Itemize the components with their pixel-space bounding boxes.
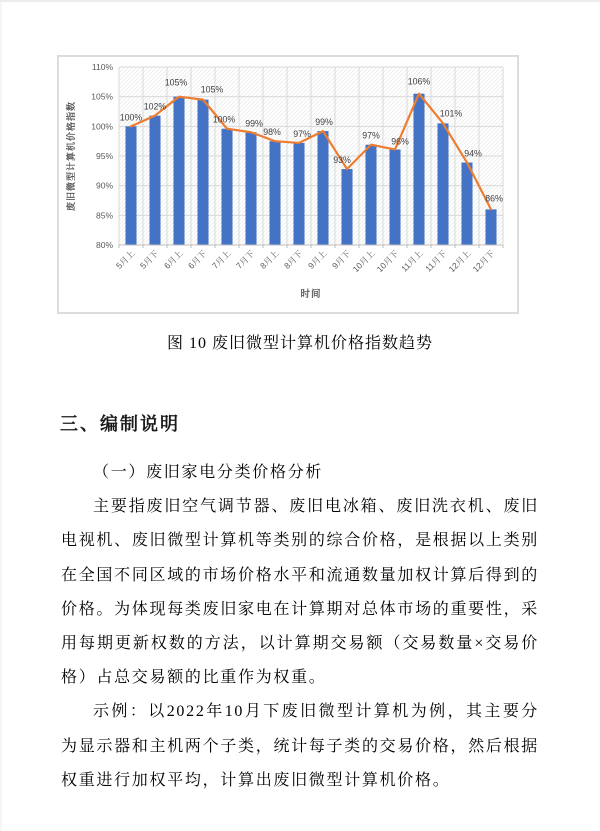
bar (197, 100, 208, 245)
bar (293, 143, 304, 245)
x-axis-label: 12月上 (446, 248, 473, 275)
chart-canvas (59, 57, 517, 312)
bar (461, 163, 472, 245)
bar (389, 149, 400, 245)
x-axis-label: 8月下 (281, 248, 305, 271)
y-axis-tick-label: 85% (95, 210, 113, 221)
x-axis-label: 11月上 (399, 248, 425, 274)
data-label: 93% (333, 155, 351, 166)
data-label: 105% (200, 84, 224, 95)
y-axis-tick-label: 105% (91, 91, 113, 102)
data-label: 97% (362, 130, 380, 141)
x-axis-label: 6月上 (161, 248, 185, 271)
x-axis-title: 时间 (300, 289, 322, 300)
paragraph-2: 示例：以2022年10月下废旧微型计算机为例，其主要分为显示器和主机两个子类，统计每子类的交易价格，然后根据权重进行加权平均，计算出废旧微型计算机价格。 (61, 703, 539, 789)
x-axis-label: 12月下 (470, 248, 497, 275)
data-label: 97% (293, 128, 311, 139)
data-label: 94% (464, 148, 482, 159)
data-label: 86% (485, 193, 503, 204)
data-label: 98% (263, 127, 281, 138)
bar (485, 209, 496, 245)
x-axis-label: 11月下 (423, 248, 449, 274)
bar (437, 123, 448, 245)
data-label: 100% (212, 114, 236, 125)
bar (245, 132, 256, 245)
y-axis-tick-label: 80% (95, 240, 113, 250)
x-axis-label: 9月下 (329, 248, 353, 271)
sub-heading: （一）废旧家电分类价格分析 (93, 464, 324, 481)
x-axis-label: 5月下 (137, 248, 161, 271)
data-label: 99% (315, 117, 333, 128)
y-axis-tick-label: 100% (91, 121, 113, 132)
x-axis-label: 7月下 (233, 248, 257, 271)
bar (269, 141, 280, 245)
x-axis-label: 7月上 (209, 248, 233, 271)
y-axis-title: 废旧微型计算机价格指数 (66, 100, 76, 212)
bar (365, 145, 376, 245)
bar (221, 129, 232, 245)
price-index-chart (57, 55, 519, 314)
x-axis-label: 9月上 (305, 248, 329, 271)
x-axis-label: 10月下 (374, 248, 401, 275)
x-axis-label: 8月上 (257, 248, 281, 271)
paragraph-1: 主要指废旧空气调节器、废旧电冰箱、废旧洗衣机、废旧电视机、废旧微型计算机等类别的综合价格，是根据以上类别在全国不同区域的市场价格水平和流通数量加权计算后得到的价格。为体现每类废旧家电在计算期对总体市场的重要性，采用每期更新权数的方法，以计算期交易额（交易数量×交易价格）占总交易额的比重作为权重。 (61, 498, 539, 687)
bar (125, 126, 136, 245)
data-label: 101% (439, 108, 463, 119)
data-label: 99% (245, 118, 263, 129)
data-label: 105% (164, 77, 188, 88)
section-heading: 三、编制说明 (60, 414, 180, 434)
bar (317, 131, 328, 245)
y-axis-tick-label: 95% (95, 151, 113, 161)
bar (413, 94, 424, 245)
x-axis-label: 10月上 (350, 248, 377, 275)
y-axis-tick-label: 90% (95, 180, 113, 191)
x-axis-label: 5月上 (113, 248, 137, 271)
bar (341, 169, 352, 245)
data-label: 100% (119, 112, 143, 123)
bar (149, 116, 160, 245)
figure-caption: 图 10 废旧微型计算机价格指数趋势 (166, 335, 433, 352)
bar (173, 97, 184, 245)
y-axis-tick-label: 110% (91, 62, 113, 72)
data-label: 102% (143, 101, 167, 112)
data-label: 96% (391, 136, 409, 147)
data-label: 106% (407, 76, 431, 87)
body-text (61, 456, 539, 798)
x-axis-label: 6月下 (185, 248, 209, 271)
